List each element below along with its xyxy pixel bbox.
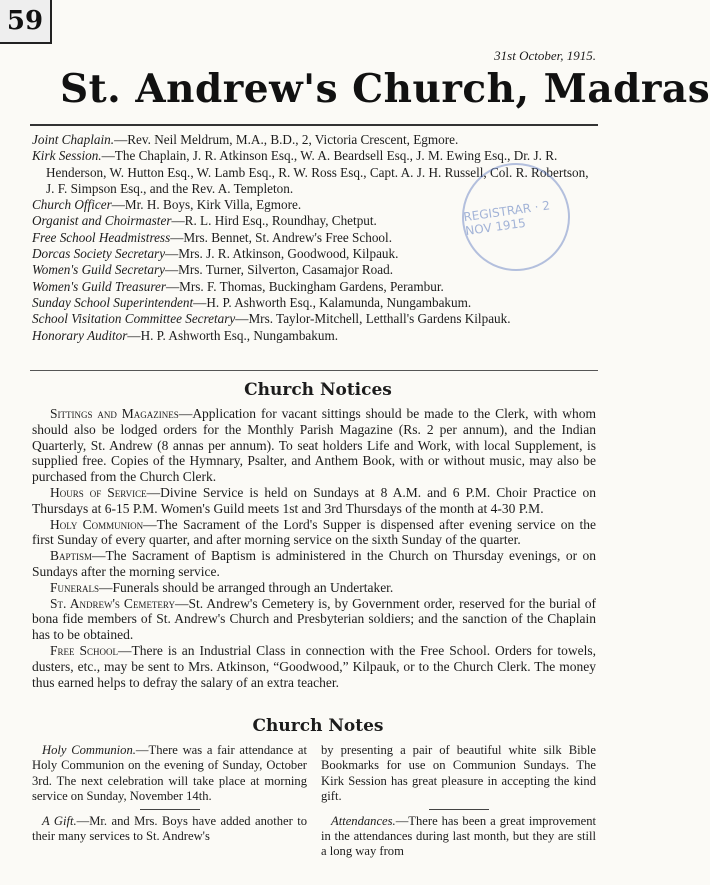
officer-role: Kirk Session. (32, 148, 102, 164)
page-number: 59 (0, 0, 52, 44)
notice-text: —Divine Service is held on Sundays at 8 A.M. and 6 P.M. Choir Practice on Thursdays at 6-15 P.M. Women's Guild meets 1st and 3rd Thursdays of the month at 4-30 P.M. (32, 484, 596, 516)
title-rule (30, 124, 598, 126)
notice-lead: St. Andrew's Cemetery (50, 595, 175, 611)
officer-details: —Mrs. Turner, Silverton, Casamajor Road. (164, 262, 394, 278)
officer-role: School Visitation Committee Secretary (32, 311, 236, 327)
notice-paragraph (32, 548, 596, 580)
notices-heading: Church Notices (244, 380, 392, 400)
note-text: —There was a fair attendance at Holy Communion on the evening of Sunday, October 3rd. The next celebration will take place at morning service on Sunday, November 14th. (32, 743, 307, 804)
officer-details: —Mrs. Bennet, St. Andrew's Free School. (170, 229, 392, 245)
officer-role: Sunday School Superintendent (32, 294, 194, 310)
notes-left-column (32, 743, 307, 863)
notes-columns (32, 743, 596, 863)
notice-text: —There is an Industrial Class in connection with the Free School. Orders for towels, dusters, etc., may be sent to Mrs. Atkinson, “Goodwood,” Kilpauk, or to the Church Clerk. The money thus earned helps to defray the salary of an extra teacher. (32, 642, 596, 690)
officer-details: —Mrs. Taylor-Mitchell, Letthall's Gardens Kilpauk. (235, 311, 511, 327)
officer-role: Women's Guild Treasurer (32, 278, 166, 294)
note-separator (429, 809, 489, 810)
officer-role: Church Officer (32, 197, 112, 213)
notice-text: —Application for vacant sittings should be made to the Clerk, with whom should also be lodged orders for the Monthly Parish Magazine (Rs. 2 per annum), and the Indian Quarterly, St. Andrew (8 annas per annum). To seat holders Life and Work, with local Supplement, is supplied free. Copies of the Hymnary, Psalter, and Anthem Book, with or without music, may also be purchased from the Church Clerk. (32, 406, 597, 485)
notice-lead: Holy Communion (50, 516, 144, 532)
notice-text: —Funerals should be arranged through an Undertaker. (99, 579, 394, 595)
stamp-text: REGISTRAR · 2 NOV 1915 (462, 198, 551, 239)
officers-rule (30, 370, 598, 371)
officer-role: Women's Guild Secretary (32, 262, 165, 278)
notice-paragraph (32, 406, 596, 485)
officer-details: —Rev. Neil Meldrum, M.A., B.D., 2, Victoria Crescent, Egmore. (114, 132, 459, 147)
note-lead: A Gift. (42, 813, 77, 828)
officer-role: Honorary Auditor (32, 327, 128, 343)
officer-details: —H. P. Ashworth Esq., Nungambakum. (127, 327, 339, 343)
notice-paragraph (32, 517, 596, 549)
officer-details: —H. P. Ashworth Esq., Kalamunda, Nungambakum. (193, 294, 472, 310)
notes-heading: Church Notes (252, 716, 384, 736)
officer-details: —R. L. Hird Esq., Roundhay, Chetput. (171, 213, 377, 229)
notice-paragraph (32, 580, 596, 596)
officer-entry (32, 311, 596, 327)
officer-entry (32, 328, 596, 344)
notice-paragraph (32, 643, 596, 690)
officer-entry (32, 132, 596, 148)
note-paragraph (32, 814, 307, 845)
officer-details: —The Chaplain, J. R. Atkinson Esq., W. A. Beardsell Esq., J. M. Ewing Esq., Dr. J. R. Henderson, W. Hutton Esq., W. Lamb Esq., R. W. Ross Esq., Capt. A. J. H. Russell, Col. R. Robertson, J. F. Simpson Esq., and the Rev. A. Templeton. (46, 148, 589, 196)
notice-lead: Baptism (50, 548, 93, 564)
notice-text: —The Sacrament of Baptism is administered in the Church on Thursday evenings, or on Sundays after the morning service. (32, 548, 596, 579)
notice-text: —St. Andrew's Cemetery is, by Government order, reserved for the burial of bona fide members of St. Andrew's Church and Presbyterian soldiers; and the sanction of the Chaplain has to be obtained. (32, 595, 597, 643)
note-text: —There has been a great improvement in the attendances during last month, but they are still a long way from (321, 813, 596, 859)
officer-details: —Mr. H. Boys, Kirk Villa, Egmore. (111, 197, 302, 213)
notes-right-column (321, 743, 596, 863)
note-lead: Attendances. (331, 813, 396, 828)
note-separator (140, 809, 200, 810)
notice-lead: Free School (50, 642, 118, 658)
notices-body (32, 406, 596, 690)
notice-lead: Hours of Service (50, 484, 147, 500)
notice-lead: Sittings and Magazines (50, 406, 179, 421)
officer-entry (32, 295, 596, 311)
notice-lead: Funerals (50, 579, 100, 595)
issue-date: 31st October, 1915. (494, 48, 596, 63)
notice-text: —The Sacrament of the Lord's Supper is dispensed after evening service on the first Sunday of every quarter, and after morning service on the sixth Sunday of the quarter. (32, 516, 596, 548)
page-title: St. Andrew's Church, Madras (60, 66, 710, 112)
officer-role: Dorcas Society Secretary (32, 246, 166, 262)
officer-role: Joint Chaplain. (32, 132, 115, 147)
note-text: —Mr. and Mrs. Boys have added another to their many services to St. Andrew's (32, 813, 307, 844)
officer-role: Free School Headmistress (32, 229, 171, 245)
note-text: by presenting a pair of beautiful white silk Bible Bookmarks for use on Communion Sundays. The Kirk Session has great pleasure in accepting the kind gift. (321, 743, 596, 804)
notice-paragraph (32, 596, 596, 643)
note-paragraph (321, 814, 596, 860)
note-paragraph (321, 743, 596, 805)
note-paragraph (32, 743, 307, 805)
officer-entry (32, 279, 596, 295)
note-lead: Holy Communion. (42, 743, 136, 757)
officer-details: —Mrs. J. R. Atkinson, Goodwood, Kilpauk. (165, 246, 399, 262)
officer-details: —Mrs. F. Thomas, Buckingham Gardens, Perambur. (165, 278, 444, 294)
notice-paragraph (32, 485, 596, 517)
officer-role: Organist and Choirmaster (32, 213, 172, 229)
